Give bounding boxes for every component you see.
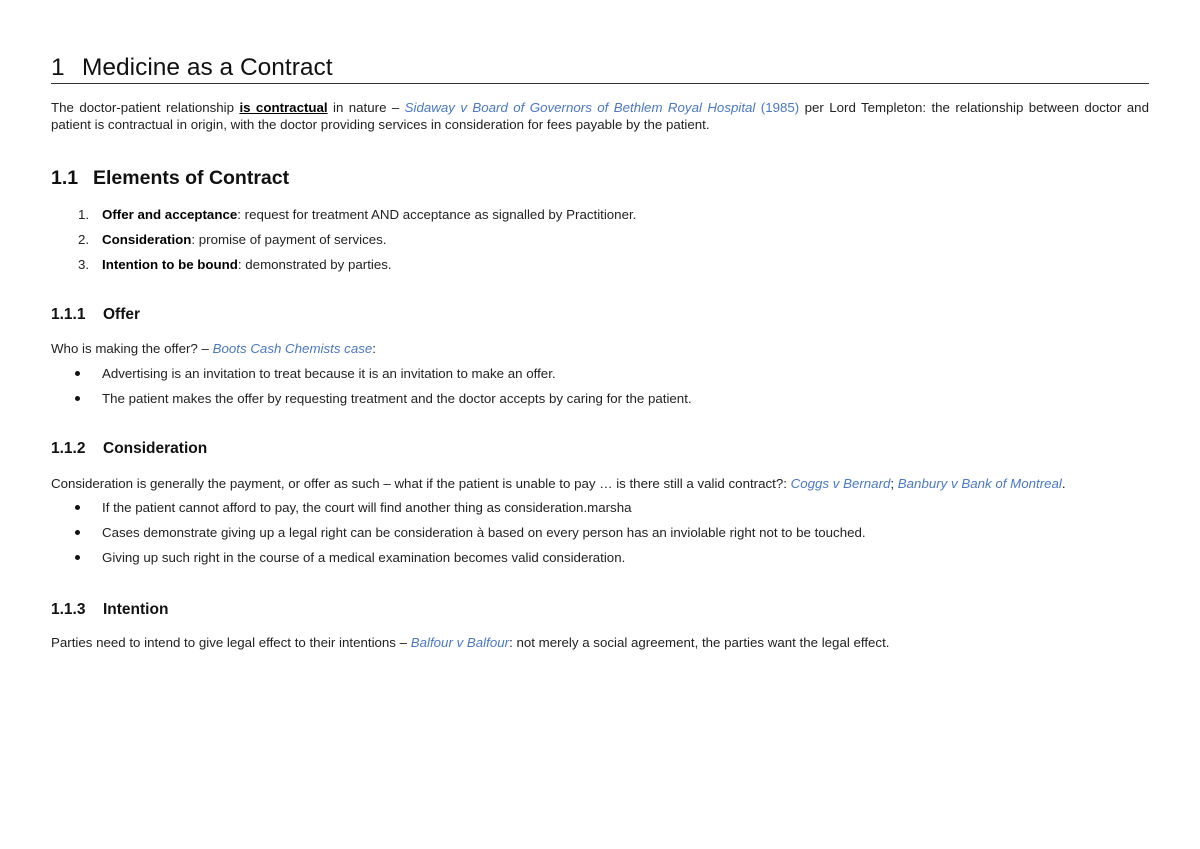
offer-lead-paragraph [51, 340, 1149, 357]
case-link-coggs[interactable]: Coggs v Bernard [790, 476, 891, 491]
section-heading-1-1-2 [51, 439, 1149, 459]
heading-title: Offer [103, 306, 141, 323]
heading-number: 1.1.1 [51, 306, 86, 323]
intention-paragraph [51, 634, 1149, 651]
list-item-term: Offer and acceptance [102, 207, 238, 222]
section-heading-1-1-3 [51, 600, 1149, 620]
bullet-icon [75, 555, 80, 560]
intro-paragraph [51, 99, 1149, 133]
bullet-text: Giving up such right in the course of a medical examination becomes valid consideration. [102, 550, 626, 565]
consideration-lead-text: Consideration is generally the payment, or offer as such – what if the patient is unable to pay … is there still a valid contract?: [51, 476, 791, 491]
section-heading-1-1-1 [51, 305, 1149, 325]
intro-text-2: in nature – [327, 100, 405, 115]
case-link-banbury[interactable]: Banbury v Bank of Montreal [897, 476, 1062, 491]
intro-emphasis: is contractual [239, 100, 328, 115]
case-link-balfour[interactable]: Balfour v Balfour [410, 635, 510, 650]
heading-number: 1.1 [51, 167, 79, 189]
list-item-text: : demonstrated by parties. [237, 257, 392, 272]
case-link-sidaway[interactable]: Sidaway v Board of Governors of Bethlem Royal Hospital [404, 100, 756, 115]
list-item-text: : promise of payment of services. [191, 232, 387, 247]
heading-title: Medicine as a Contract [82, 54, 333, 81]
list-item-term: Consideration [102, 232, 192, 247]
heading-title: Intention [103, 601, 169, 618]
case-year: (1985) [755, 100, 800, 115]
section-heading-1-1 [51, 166, 1149, 190]
case-separator: ; [890, 476, 898, 491]
bullet-text: Advertising is an invitation to treat because it is an invitation to make an offer. [102, 366, 556, 381]
intro-text-3: per Lord Templeton: the relationship between doctor and patient is contractual in origin, with the doctor providing services in consideration for fees payable by the patient. [51, 100, 1149, 132]
heading-number: 1.1.2 [51, 440, 86, 457]
list-item-term: Intention to be bound [102, 257, 238, 272]
heading-title: Consideration [103, 440, 208, 457]
bullet-text: The patient makes the offer by requesting treatment and the doctor accepts by caring for the patient. [102, 391, 692, 406]
list-item-text: : request for treatment AND acceptance as signalled by Practitioner. [237, 207, 637, 222]
consideration-lead-paragraph [51, 475, 1149, 492]
intention-lead-text: Parties need to intend to give legal effect to their intentions – [51, 635, 411, 650]
list-marker: 3. [78, 257, 90, 272]
bullet-icon [75, 530, 80, 535]
bullet-text: If the patient cannot afford to pay, the court will find another thing as consideration.marsha [102, 500, 632, 515]
case-link-boots[interactable]: Boots Cash Chemists case [212, 341, 373, 356]
bullet-icon [75, 396, 80, 401]
consideration-lead-end: . [1061, 476, 1066, 491]
bullet-icon [75, 505, 80, 510]
bullet-text: Cases demonstrate giving up a legal right can be consideration à based on every person has an inviolable right not to be touched. [102, 525, 866, 540]
offer-lead-text: Who is making the offer? – [51, 341, 213, 356]
offer-lead-end: : [372, 341, 376, 356]
section-heading-1 [51, 54, 1149, 84]
heading-number: 1 [51, 54, 65, 81]
intention-rest-text: : not merely a social agreement, the parties want the legal effect. [509, 635, 890, 650]
heading-number: 1.1.3 [51, 601, 86, 618]
bullet-icon [75, 371, 80, 376]
intro-text: The doctor-patient relationship [51, 100, 240, 115]
heading-title: Elements of Contract [93, 167, 290, 189]
list-marker: 2. [78, 232, 90, 247]
list-marker: 1. [78, 207, 90, 222]
